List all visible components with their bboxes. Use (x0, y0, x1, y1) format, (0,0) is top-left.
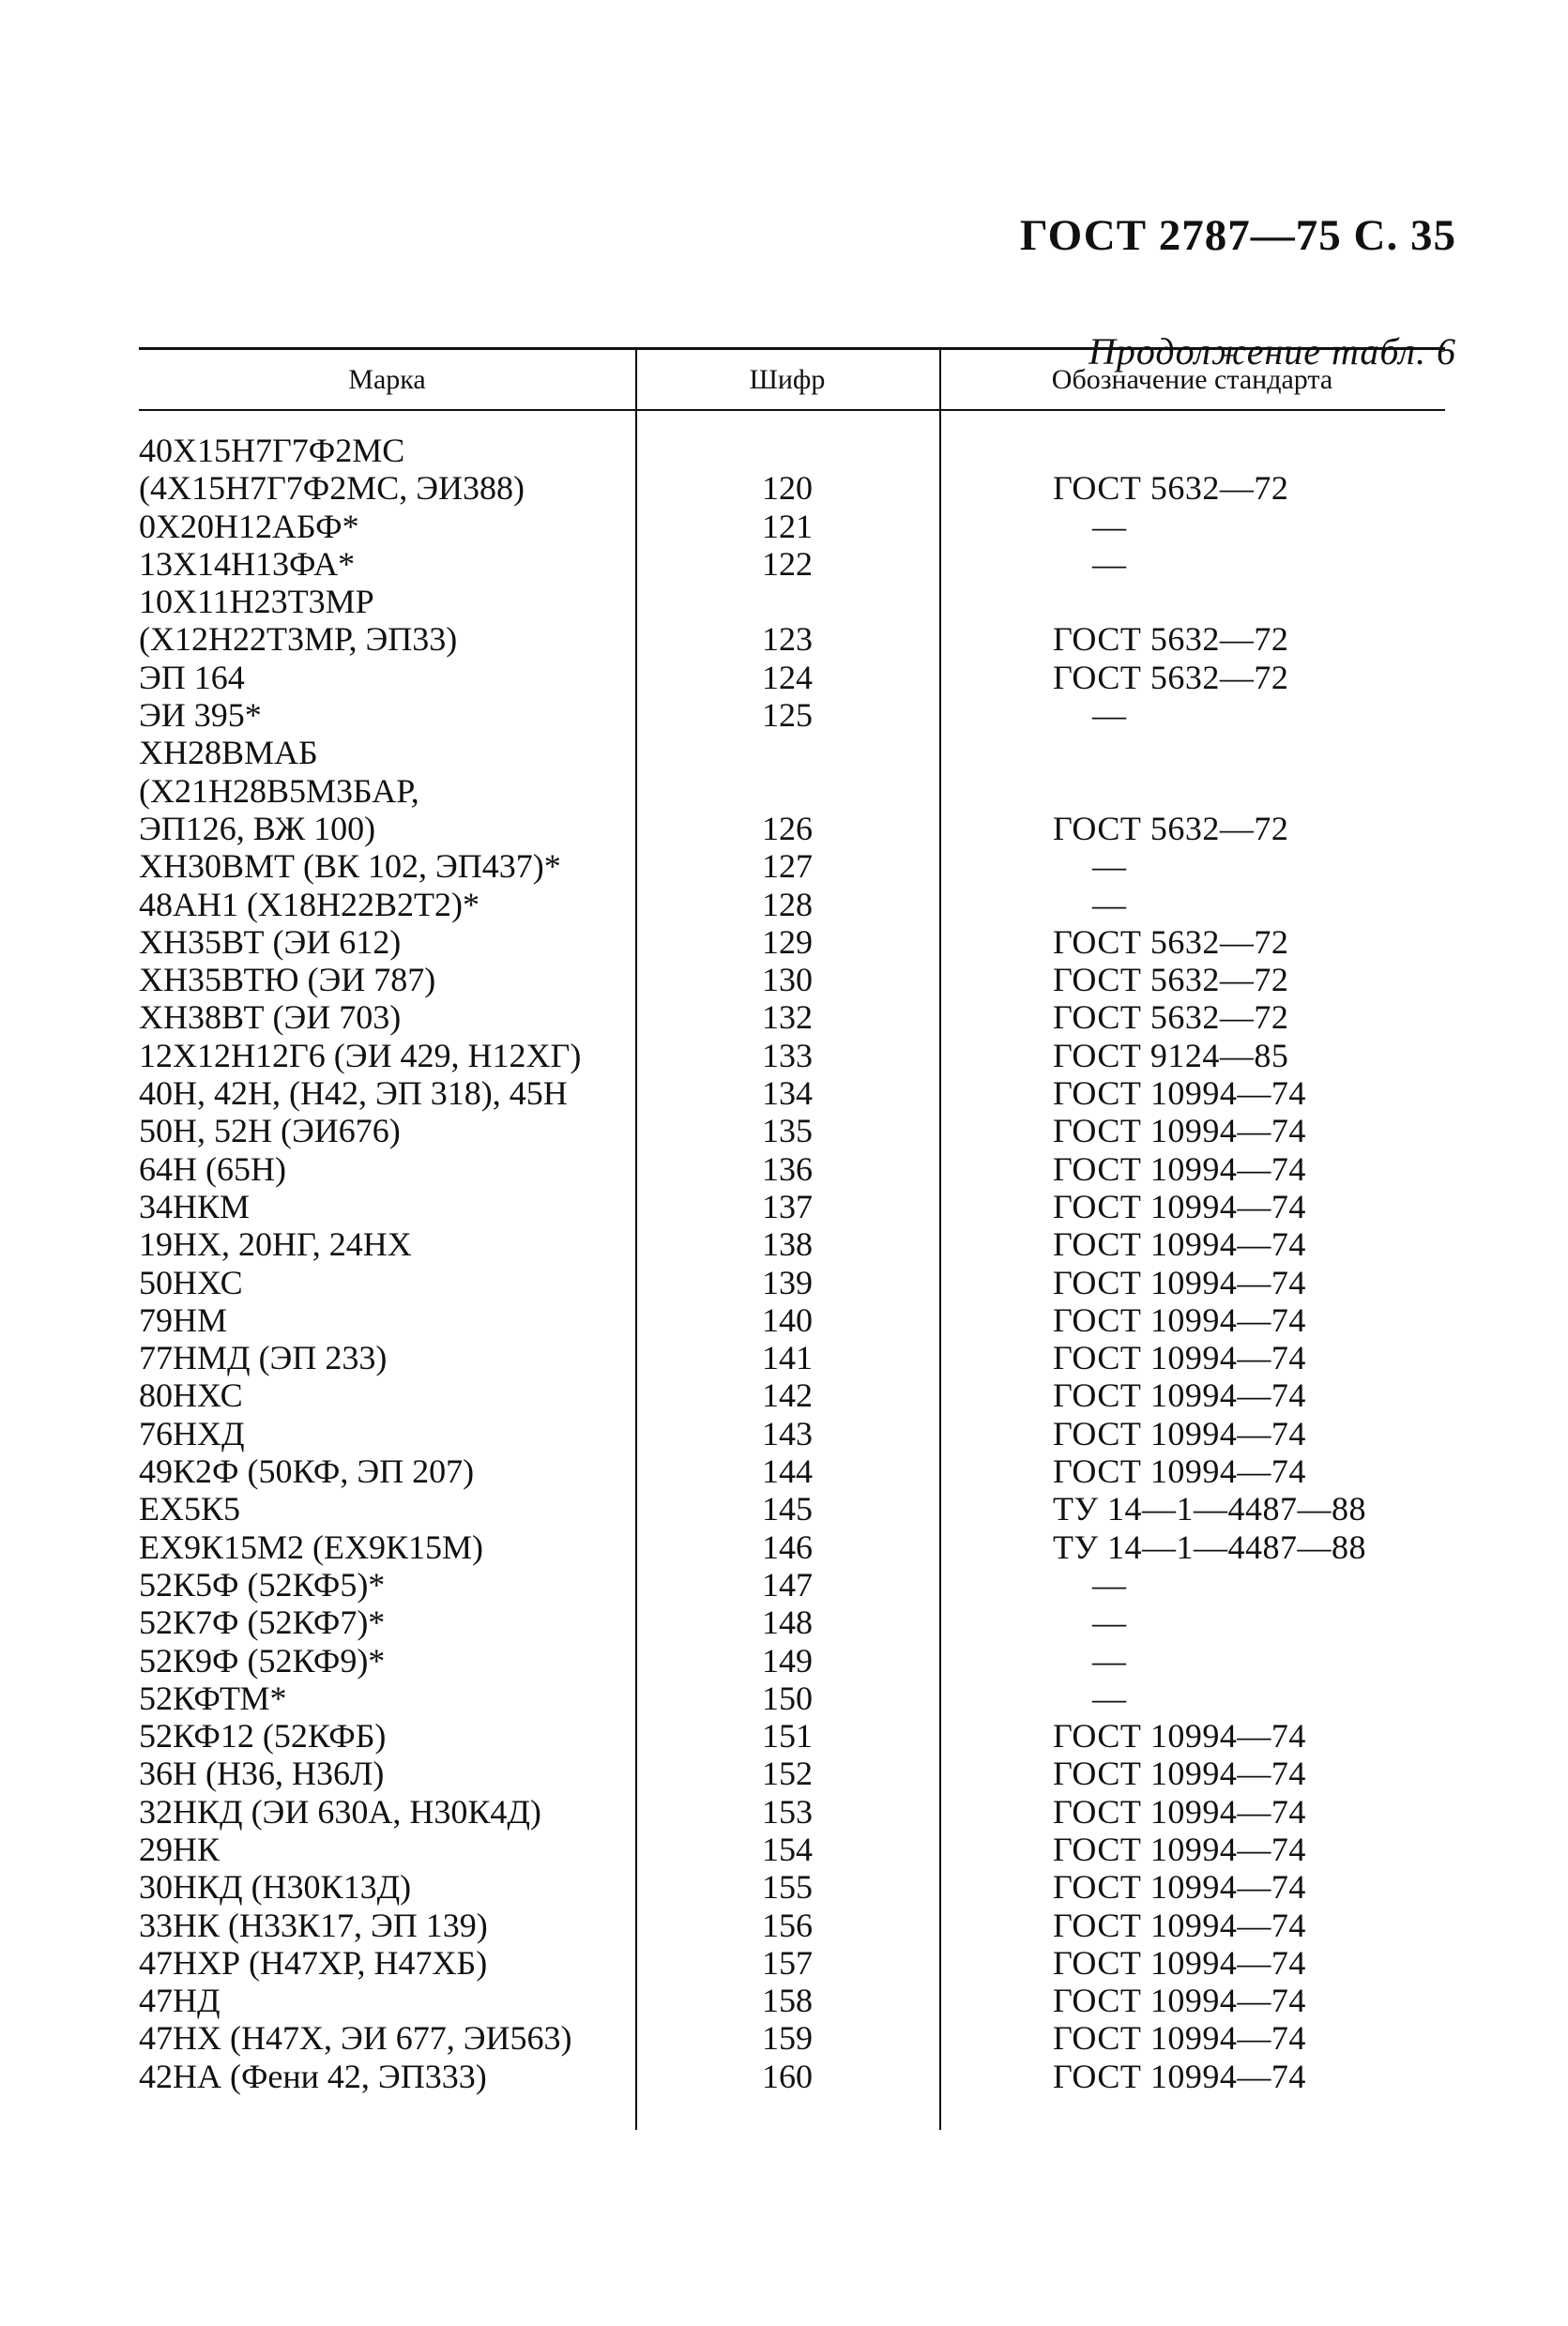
standard-cell: ГОСТ 10994—74 (1053, 2057, 1306, 2095)
standard-cell: ГОСТ 10994—74 (1053, 1187, 1306, 1225)
column-header-grade: Марка (348, 364, 426, 395)
grade-cell: 49К2Ф (50КФ, ЭП 207) (139, 1452, 475, 1491)
standard-cell: — (1092, 885, 1127, 923)
code-cell: 138 (762, 1225, 813, 1264)
table-row (139, 1339, 1445, 1376)
standard-cell: ГОСТ 10994—74 (1053, 1300, 1306, 1339)
table-row (139, 545, 1445, 583)
code-cell: 147 (762, 1565, 813, 1604)
table-row (139, 1150, 1445, 1188)
table-row (139, 1376, 1445, 1414)
code-cell: 136 (762, 1149, 813, 1188)
standard-cell: ГОСТ 10994—74 (1053, 1452, 1306, 1491)
table-row (139, 1566, 1445, 1604)
standard-cell: ГОСТ 10994—74 (1053, 1982, 1306, 2020)
table-top-rule (139, 347, 1445, 350)
table-row (139, 620, 1445, 658)
standard-cell: ГОСТ 10994—74 (1053, 1225, 1306, 1264)
table-row (139, 508, 1445, 545)
grade-cell: 64Н (65Н) (139, 1149, 286, 1188)
table-row (139, 659, 1445, 696)
grade-cell: ХН30ВМТ (ВК 102, ЭП437)* (139, 847, 561, 886)
grade-cell: 52КФ12 (52КФБ) (139, 1717, 387, 1756)
code-cell: 141 (762, 1339, 813, 1377)
standard-cell: ГОСТ 9124—85 (1053, 1036, 1289, 1074)
grade-cell: ЭП126, ВЖ 100) (139, 809, 376, 847)
table-row (139, 432, 1445, 469)
grade-cell: 47НХ (Н47Х, ЭИ 677, ЭИ563) (139, 2019, 572, 2058)
table-row (139, 1528, 1445, 1566)
standard-cell: ГОСТ 10994—74 (1053, 1112, 1306, 1150)
table-row (139, 886, 1445, 923)
table-row (139, 2019, 1445, 2057)
code-cell: 123 (762, 620, 813, 659)
standard-cell: ГОСТ 5632—72 (1053, 658, 1289, 696)
grade-cell: 42НА (Фени 42, ЭП333) (139, 2057, 487, 2095)
grade-cell: ХН35ВТЮ (ЭИ 787) (139, 961, 436, 999)
table-row (139, 1868, 1445, 1906)
grade-cell: 52КФТМ* (139, 1679, 287, 1717)
table-row (139, 1944, 1445, 1982)
code-cell: 151 (762, 1717, 813, 1756)
table-row (139, 583, 1445, 620)
table-row (139, 1755, 1445, 1792)
table-row (139, 1907, 1445, 1944)
code-cell: 132 (762, 998, 813, 1037)
grade-cell: ЕХ9К15М2 (ЕХ9К15М) (139, 1528, 483, 1566)
table-row (139, 1415, 1445, 1452)
standard-cell: ГОСТ 10994—74 (1053, 1074, 1306, 1113)
grade-cell: 0Х20Н12АБФ* (139, 507, 359, 545)
standard-cell: ГОСТ 10994—74 (1053, 1755, 1306, 1793)
standard-cell: — (1092, 507, 1127, 545)
standard-cell: ГОСТ 10994—74 (1053, 1906, 1306, 1944)
table-row (139, 1301, 1445, 1339)
standard-cell: ГОСТ 10994—74 (1053, 1868, 1306, 1907)
code-cell: 144 (762, 1452, 813, 1491)
code-cell: 160 (762, 2057, 813, 2095)
table-row (139, 847, 1445, 885)
grade-cell: 48АН1 (Х18Н22В2Т2)* (139, 885, 480, 923)
grade-cell: 47НХР (Н47ХР, Н47ХБ) (139, 1943, 488, 1982)
column-header-standard: Обозначение стандарта (1051, 364, 1333, 395)
code-cell: 152 (762, 1755, 813, 1793)
steel-grade-table (139, 347, 1445, 2130)
grade-cell: 40Н, 42Н, (Н42, ЭП 318), 45Н (139, 1074, 568, 1113)
table-row (139, 696, 1445, 734)
code-cell: 124 (762, 658, 813, 696)
code-cell: 154 (762, 1830, 813, 1868)
code-cell: 134 (762, 1074, 813, 1113)
table-row (139, 923, 1445, 961)
code-cell: 133 (762, 1036, 813, 1074)
standard-cell: ГОСТ 5632—72 (1053, 620, 1289, 659)
grade-cell: ЭИ 395* (139, 696, 262, 735)
table-row (139, 1831, 1445, 1868)
grade-cell: 29НК (139, 1830, 221, 1868)
code-cell: 146 (762, 1528, 813, 1566)
grade-cell: 52К5Ф (52КФ5)* (139, 1565, 386, 1604)
code-cell: 121 (762, 507, 813, 545)
standard-cell: — (1092, 1565, 1127, 1604)
standard-cell: ГОСТ 5632—72 (1053, 809, 1289, 847)
grade-cell: 33НК (Н33К17, ЭП 139) (139, 1906, 488, 1944)
standard-cell: ГОСТ 10994—74 (1053, 1149, 1306, 1188)
page-title: ГОСТ 2787—75 С. 35 (1019, 211, 1456, 260)
code-cell: 145 (762, 1490, 813, 1528)
grade-cell: 34НКМ (139, 1187, 251, 1225)
standard-cell: ГОСТ 10994—74 (1053, 1830, 1306, 1868)
standard-cell: ГОСТ 5632—72 (1053, 961, 1289, 999)
standard-cell: — (1092, 1604, 1127, 1642)
standard-cell: — (1092, 544, 1127, 583)
grade-cell: (Х21Н28В5М3БАР, (139, 771, 419, 810)
code-cell: 143 (762, 1414, 813, 1452)
grade-cell: 52К7Ф (52КФ7)* (139, 1604, 386, 1642)
grade-cell: 77НМД (ЭП 233) (139, 1339, 388, 1377)
code-cell: 127 (762, 847, 813, 886)
code-cell: 129 (762, 922, 813, 961)
code-cell: 158 (762, 1982, 813, 2020)
standard-cell: ГОСТ 10994—74 (1053, 1263, 1306, 1301)
grade-cell: 36Н (Н36, Н36Л) (139, 1755, 385, 1793)
table-row (139, 1982, 1445, 2019)
table-row (139, 734, 1445, 771)
table-row (139, 2058, 1445, 2095)
standard-cell: ТУ 14—1—4487—88 (1053, 1490, 1366, 1528)
table-body (139, 432, 1445, 2095)
grade-cell: 32НКД (ЭИ 630А, Н30К4Д) (139, 1792, 541, 1831)
code-cell: 155 (762, 1868, 813, 1907)
table-row (139, 961, 1445, 998)
code-cell: 159 (762, 2019, 813, 2058)
table-row (139, 1264, 1445, 1301)
standard-cell: ГОСТ 5632—72 (1053, 469, 1289, 508)
standard-cell: ГОСТ 5632—72 (1053, 998, 1289, 1037)
grade-cell: 30НКД (Н30К13Д) (139, 1868, 412, 1907)
code-cell: 135 (762, 1112, 813, 1150)
grade-cell: 50Н, 52Н (ЭИ676) (139, 1112, 401, 1150)
table-continuation-caption: Продолжение табл. 6 (1088, 330, 1456, 372)
code-cell: 139 (762, 1263, 813, 1301)
table-row (139, 998, 1445, 1036)
standard-cell: — (1092, 696, 1127, 735)
grade-cell: (Х12Н22Т3МР, ЭП33) (139, 620, 458, 659)
standard-cell: ГОСТ 10994—74 (1053, 1376, 1306, 1415)
grade-cell: 10Х11Н23Т3МР (139, 583, 374, 621)
code-cell: 122 (762, 544, 813, 583)
code-cell: 140 (762, 1300, 813, 1339)
code-cell: 153 (762, 1792, 813, 1831)
standard-cell: ГОСТ 10994—74 (1053, 1792, 1306, 1831)
standard-cell: ГОСТ 10994—74 (1053, 2019, 1306, 2058)
table-row (139, 1717, 1445, 1755)
code-cell: 126 (762, 809, 813, 847)
code-cell: 130 (762, 961, 813, 999)
grade-cell: 19НХ, 20НГ, 24НХ (139, 1225, 412, 1264)
grade-cell: 50НХС (139, 1263, 243, 1301)
code-cell: 137 (762, 1187, 813, 1225)
table-row (139, 1037, 1445, 1074)
table-row (139, 810, 1445, 847)
grade-cell: ХН35ВТ (ЭИ 612) (139, 922, 402, 961)
grade-cell: 13Х14Н13ФА* (139, 544, 356, 583)
grade-cell: ХН38ВТ (ЭИ 703) (139, 998, 402, 1037)
grade-cell: 47НД (139, 1982, 221, 2020)
standard-cell: ГОСТ 10994—74 (1053, 1943, 1306, 1982)
table-row (139, 1452, 1445, 1490)
code-cell: 157 (762, 1943, 813, 1982)
grade-cell: ЭП 164 (139, 658, 245, 696)
code-cell: 150 (762, 1679, 813, 1717)
standard-cell: — (1092, 847, 1127, 886)
grade-cell: 52К9Ф (52КФ9)* (139, 1641, 386, 1680)
standard-cell: ГОСТ 5632—72 (1053, 922, 1289, 961)
code-cell: 128 (762, 885, 813, 923)
column-header-code: Шифр (749, 364, 826, 395)
table-header-rule (139, 409, 1445, 411)
table-row (139, 1604, 1445, 1641)
table-row (139, 1225, 1445, 1263)
standard-cell: ТУ 14—1—4487—88 (1053, 1528, 1366, 1566)
code-cell: 120 (762, 469, 813, 508)
table-row (139, 1680, 1445, 1717)
table-row (139, 1112, 1445, 1149)
code-cell: 142 (762, 1376, 813, 1415)
grade-cell: ХН28ВМАБ (139, 734, 318, 772)
table-row (139, 1793, 1445, 1831)
table-row (139, 1490, 1445, 1528)
table-row (139, 1642, 1445, 1680)
grade-cell: 79НМ (139, 1300, 228, 1339)
grade-cell: 80НХС (139, 1376, 243, 1415)
standard-cell: ГОСТ 10994—74 (1053, 1717, 1306, 1756)
table-row (139, 1074, 1445, 1112)
code-cell: 148 (762, 1604, 813, 1642)
grade-cell: 76НХД (139, 1414, 245, 1452)
standard-cell: ГОСТ 10994—74 (1053, 1414, 1306, 1452)
standard-cell: — (1092, 1641, 1127, 1680)
table-row (139, 1188, 1445, 1225)
grade-cell: 40Х15Н7Г7Ф2МС (139, 432, 405, 469)
grade-cell: 12Х12Н12Г6 (ЭИ 429, Н12ХГ) (139, 1036, 582, 1074)
grade-cell: ЕХ5К5 (139, 1490, 240, 1528)
standard-cell: ГОСТ 10994—74 (1053, 1339, 1306, 1377)
standard-cell: — (1092, 1679, 1127, 1717)
code-cell: 125 (762, 696, 813, 735)
code-cell: 156 (762, 1906, 813, 1944)
code-cell: 149 (762, 1641, 813, 1680)
table-row (139, 469, 1445, 507)
table-row (139, 772, 1445, 810)
grade-cell: (4Х15Н7Г7Ф2МС, ЭИ388) (139, 469, 525, 508)
